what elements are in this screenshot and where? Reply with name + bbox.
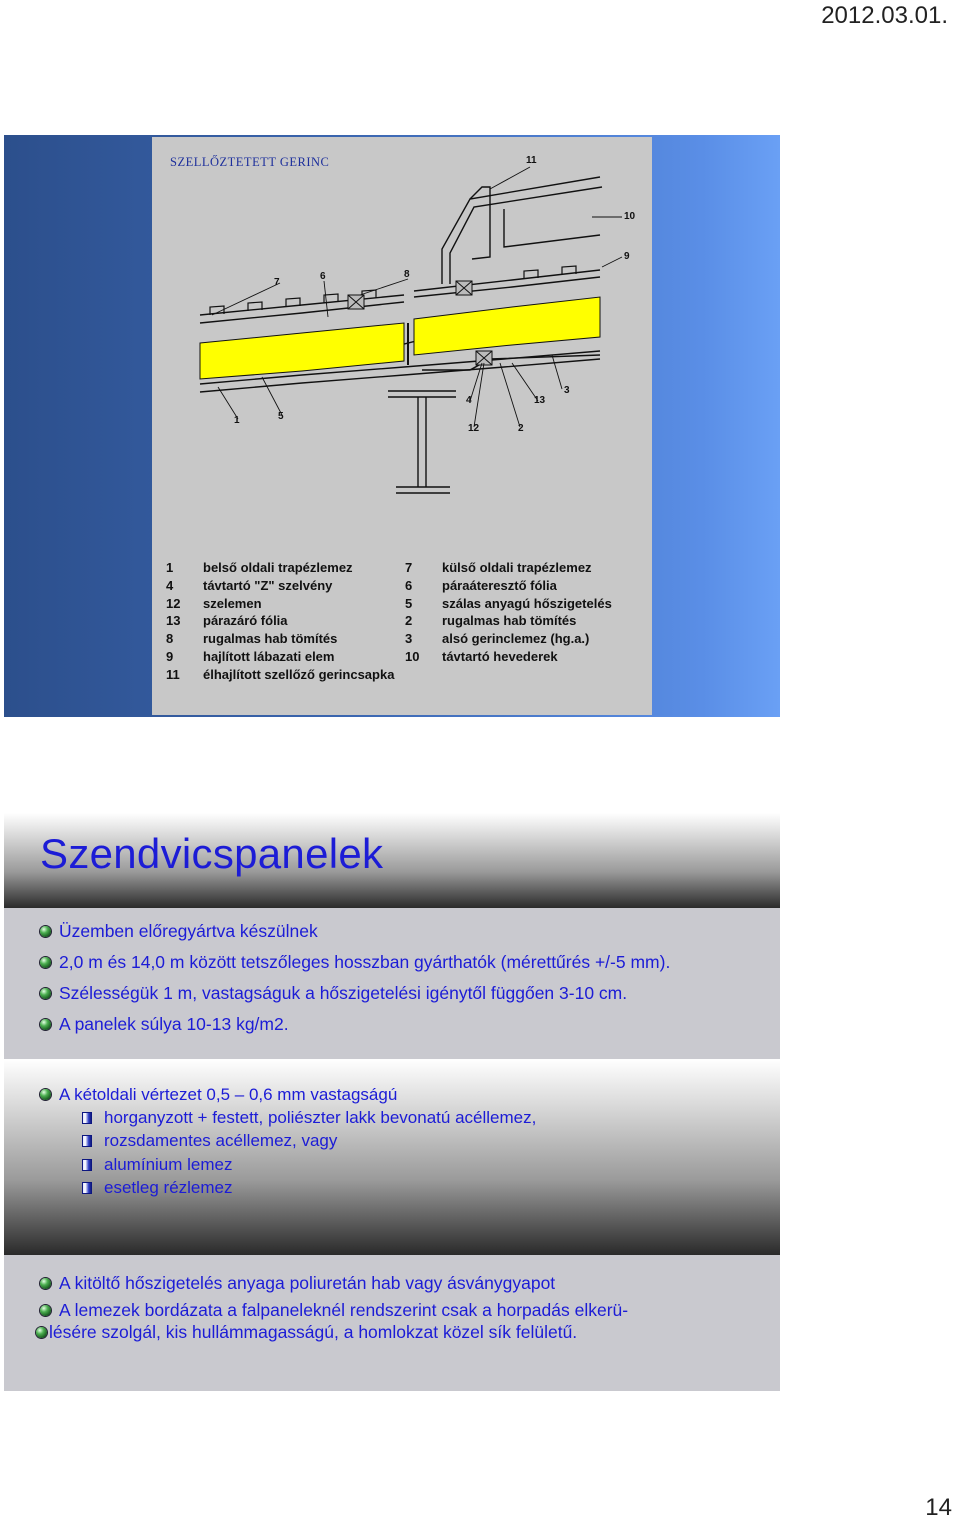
bullet-list-insulation: [40, 1267, 628, 1343]
callout-1: 1: [234, 415, 240, 426]
insulation-left: [200, 323, 404, 379]
legend-number: 13: [166, 613, 181, 629]
list-item: 2,0 m és 14,0 m között tetszőleges hosszban gyárthatók (mérettűrés +/-5 mm).: [40, 947, 670, 978]
legend-row: [166, 666, 612, 684]
bullet-icon: [36, 1327, 47, 1338]
bullet-list-facing: [40, 1083, 536, 1200]
callout-12: 12: [468, 423, 480, 434]
bullet-icon: [40, 957, 51, 968]
legend-number: 11: [166, 666, 180, 682]
bullet-icon: [40, 926, 51, 937]
ridge-section-drawing: [152, 137, 652, 557]
legend-number: 8: [166, 631, 174, 647]
callout-6: 6: [320, 271, 326, 282]
callout-11: 11: [526, 155, 537, 166]
square-bullet-icon: [82, 1182, 92, 1194]
legend-row: [166, 630, 612, 648]
legend-text: távtartó "Z" szelvény: [203, 577, 333, 593]
callout-7: 7: [274, 277, 280, 288]
list-item: A kitöltő hőszigetelés anyaga poliuretán hab vagy ásványgyapot: [40, 1267, 628, 1299]
ridge-plate: [422, 355, 600, 370]
sub-list-item: alumínium lemez: [82, 1153, 536, 1176]
list-item: A lemezek bordázata a falpaneleknél rendszerint csak a horpadás elkerü-: [40, 1299, 628, 1321]
drawing-caption: SZELLŐZTETETT GERINC: [170, 155, 330, 169]
slide-title: Szendvicspanelek: [40, 830, 384, 877]
legend-number: 7: [405, 560, 413, 575]
legend-text: szelemen: [203, 595, 262, 611]
drawing-panel: [152, 137, 652, 715]
list-item: A kétoldali vértezet 0,5 – 0,6 mm vastagságú: [40, 1083, 536, 1106]
legend-text: párazáró fólia: [203, 613, 288, 629]
legend-text: külső oldali trapézlemez: [442, 560, 592, 575]
slide-sandwich-panels: [4, 813, 780, 1391]
legend-number: 1: [166, 560, 174, 575]
insulation-right: [414, 297, 600, 355]
bullet-icon: [40, 1089, 51, 1100]
legend-number: 3: [405, 631, 413, 647]
callout-4: 4: [466, 395, 472, 406]
callout-10: 10: [624, 211, 636, 222]
bullet-list-production: [40, 916, 670, 1040]
legend-number: 6: [405, 577, 413, 593]
page-date: 2012.03.01.: [821, 2, 948, 29]
bullet-icon: [40, 1278, 51, 1289]
sub-bullet-list: [40, 1106, 536, 1200]
sub-list-item: esetleg rézlemez: [82, 1177, 536, 1200]
legend-row: [166, 559, 612, 577]
legend-number: 12: [166, 595, 181, 611]
callout-3: 3: [564, 385, 570, 396]
legend-text: alsó gerinclemez (hg.a.): [442, 631, 590, 647]
legend-text: élhajlított szellőző gerincsapka: [203, 666, 395, 682]
legend-text: szálas anyagú hőszigetelés: [442, 595, 612, 611]
slide-ridge-diagram: [4, 135, 780, 717]
callout-9: 9: [624, 251, 630, 262]
legend-text: rugalmas hab tömítés: [442, 613, 577, 629]
list-item-continuation: lésére szolgál, kis hullámmagasságú, a homlokzat közel sík felületű.: [36, 1321, 628, 1343]
ridge-spacer: [504, 209, 600, 247]
legend-row: [166, 577, 612, 595]
sub-list-item: horganyzott + festett, poliészter lakk bevonatú acéllemez,: [82, 1106, 536, 1129]
callout-5: 5: [278, 411, 284, 422]
bullet-icon: [40, 1019, 51, 1030]
bullet-icon: [40, 1305, 51, 1316]
square-bullet-icon: [82, 1135, 92, 1147]
list-item: Szélességük 1 m, vastagságuk a hőszigetelési igénytől függően 3-10 cm.: [40, 978, 670, 1009]
legend-number: 10: [405, 648, 420, 664]
drawing-legend: [166, 559, 612, 684]
square-bullet-icon: [82, 1159, 92, 1171]
callout-2: 2: [518, 423, 524, 434]
callout-13: 13: [534, 395, 546, 406]
list-item: A panelek súlya 10-13 kg/m2.: [40, 1009, 670, 1040]
ridge-cap-inner: [450, 187, 602, 284]
legend-text: távtartó hevederek: [442, 648, 558, 664]
legend-text: páraáteresztő fólia: [442, 577, 557, 593]
legend-text: hajlított lábazati elem: [203, 648, 335, 664]
list-item: Üzemben előregyártva készülnek: [40, 916, 670, 947]
legend-row: [166, 612, 612, 630]
bullet-icon: [40, 988, 51, 999]
legend-number: 9: [166, 648, 174, 664]
legend-number: 5: [405, 595, 413, 611]
callout-8: 8: [404, 269, 410, 280]
legend-text: rugalmas hab tömítés: [203, 631, 338, 647]
page-number: 14: [925, 1494, 952, 1521]
square-bullet-icon: [82, 1112, 92, 1124]
legend-row: [166, 595, 612, 613]
legend-number: 4: [166, 577, 174, 593]
legend-row: [166, 648, 612, 666]
sub-list-item: rozsdamentes acéllemez, vagy: [82, 1130, 536, 1153]
legend-text: belső oldali trapézlemez: [203, 560, 353, 575]
legend-number: 2: [405, 613, 413, 629]
